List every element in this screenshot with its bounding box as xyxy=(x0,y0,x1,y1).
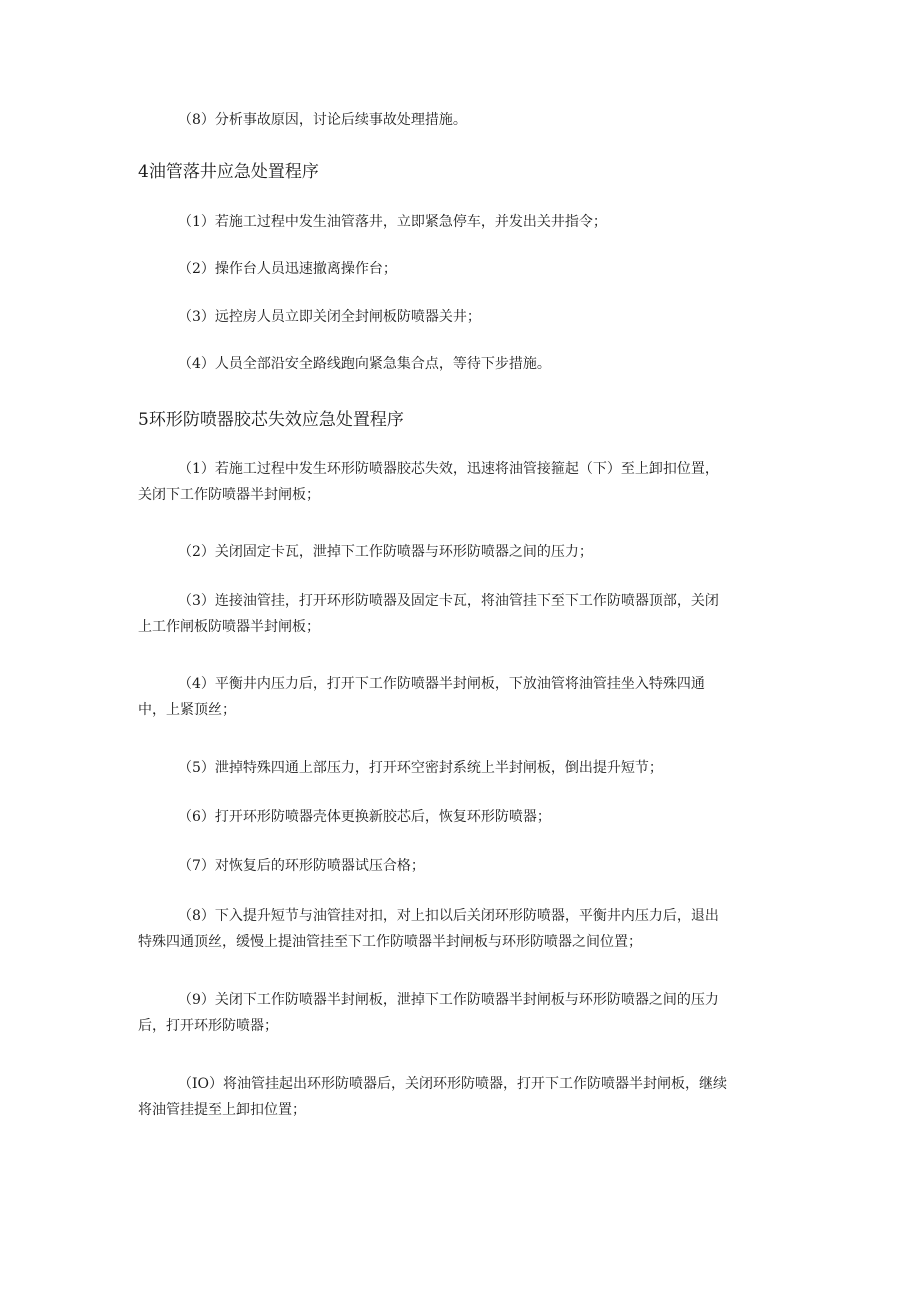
paragraph-line: （9）关闭下工作防喷器半封闸板，泄掉下工作防喷器半封闸板与环形防喷器之间的压力 xyxy=(178,992,719,1008)
paragraph-line: 上工作闸板防喷器半封闸板； xyxy=(138,619,320,635)
paragraph-5-4 xyxy=(138,671,784,723)
paragraph-5-8 xyxy=(138,903,784,955)
paragraph-line: （3）连接油管挂，打开环形防喷器及固定卡瓦，将油管挂下至下工作防喷器顶部，关闭 xyxy=(178,593,719,609)
paragraph-line: （7）对恢复后的环形防喷器试压合格； xyxy=(178,858,425,874)
paragraph-line: 特殊四通顶丝，缓慢上提油管挂至下工作防喷器半封闸板与环形防喷器之间位置； xyxy=(138,934,642,950)
paragraph-line: 后，打开环形防喷器； xyxy=(138,1018,278,1034)
paragraph-4-4 xyxy=(138,351,784,377)
paragraph-line: （4）人员全部沿安全路线跑向紧急集合点，等待下步措施。 xyxy=(178,356,551,372)
paragraph-line: （1）若施工过程中发生环形防喷器胶芯失效，迅速将油管接箍起（下）至上卸扣位置， xyxy=(178,461,719,477)
paragraph-line: （6）打开环形防喷器壳体更换新胶芯后，恢复环形防喷器； xyxy=(178,809,551,825)
paragraph-line: （5）泄掉特殊四通上部压力，打开环空密封系统上半封闸板，倒出提升短节； xyxy=(178,760,663,776)
paragraph-line: （8）下入提升短节与油管挂对扣，对上扣以后关闭环形防喷器，平衡井内压力后，退出 xyxy=(178,908,719,924)
paragraph-line: （2）关闭固定卡瓦，泄掉下工作防喷器与环形防喷器之间的压力； xyxy=(178,544,593,560)
section-4-heading: 4油管落井应急处置程序 xyxy=(138,162,319,182)
paragraph-line: 将油管挂提至上卸扣位置； xyxy=(138,1102,306,1118)
paragraph-line: （2）操作台人员迅速撤离操作台； xyxy=(178,261,397,277)
paragraph-3-8 xyxy=(138,107,784,133)
paragraph-5-9 xyxy=(138,987,784,1039)
paragraph-line: （4）平衡井内压力后，打开下工作防喷器半封闸板，下放油管将油管挂坐入特殊四通 xyxy=(178,676,705,692)
paragraph-4-3 xyxy=(138,304,784,330)
paragraph-5-5 xyxy=(138,755,784,781)
paragraph-line: （3）远控房人员立即关闭全封闸板防喷器关井； xyxy=(178,309,481,325)
paragraph-4-1 xyxy=(138,209,784,235)
paragraph-5-7 xyxy=(138,853,784,879)
paragraph-line: 关闭下工作防喷器半封闸板； xyxy=(138,487,320,503)
paragraph-5-10 xyxy=(138,1071,784,1123)
paragraph-line: （1）若施工过程中发生油管落井，立即紧急停车，并发出关井指令； xyxy=(178,214,607,230)
paragraph-5-3 xyxy=(138,588,784,640)
paragraph-5-2 xyxy=(138,539,784,565)
paragraph-line: （8）分析事故原因，讨论后续事故处理措施。 xyxy=(178,112,467,128)
section-5-heading: 5环形防喷器胶芯失效应急处置程序 xyxy=(138,410,404,430)
paragraph-4-2 xyxy=(138,256,784,282)
paragraph-line: （IO）将油管挂起出环形防喷器后，关闭环形防喷器，打开下工作防喷器半封闸板，继续 xyxy=(178,1076,728,1092)
paragraph-5-1 xyxy=(138,456,784,508)
paragraph-5-6 xyxy=(138,804,784,830)
paragraph-line: 中，上紧顶丝； xyxy=(138,702,236,718)
